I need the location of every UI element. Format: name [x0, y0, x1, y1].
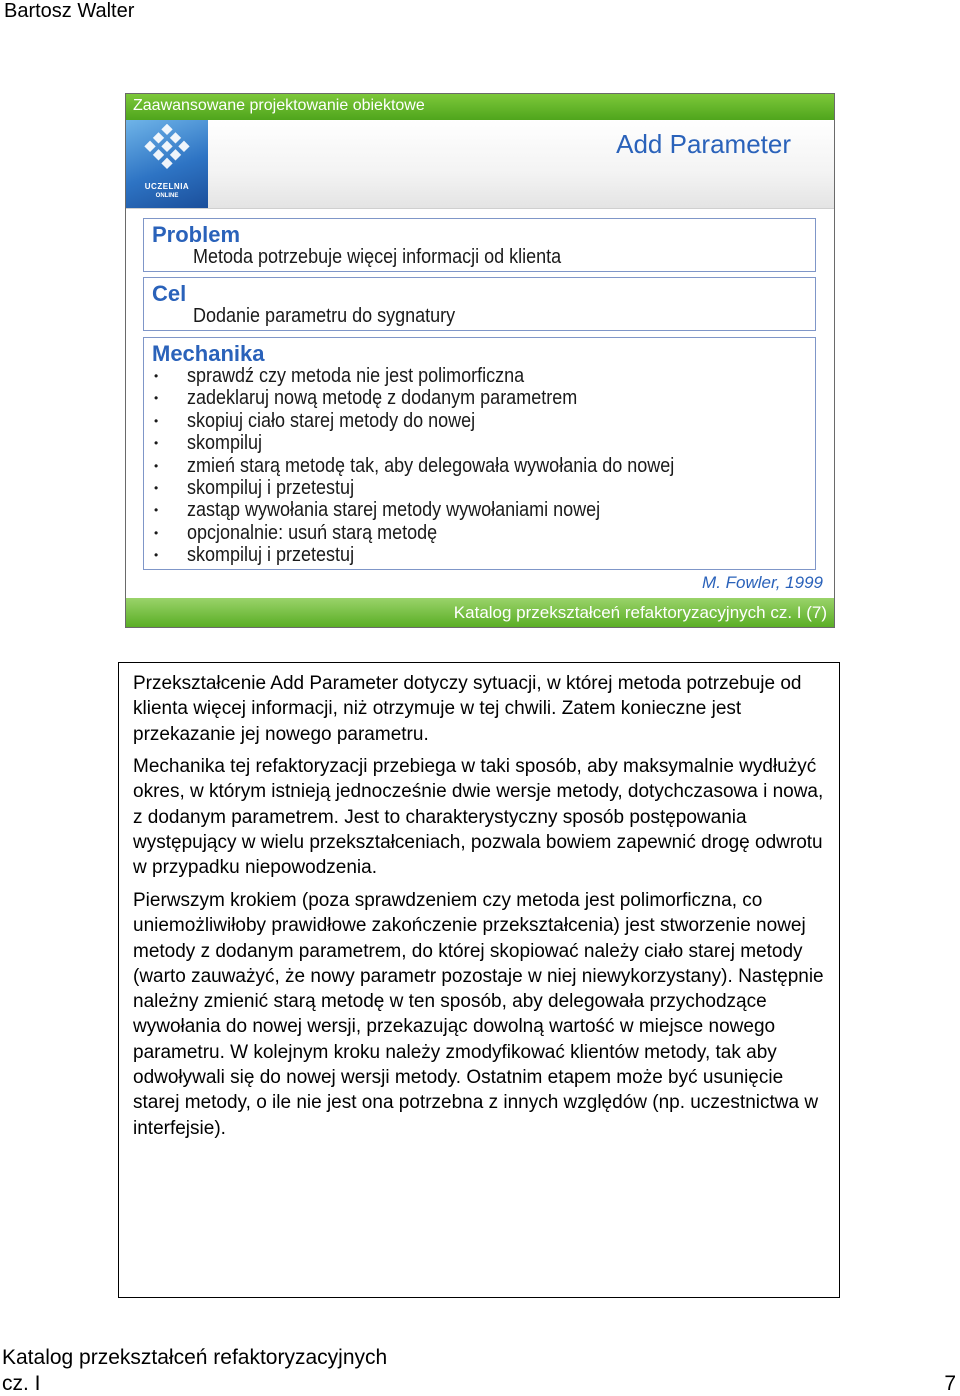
- list-item-text: zmień starą metodę tak, aby delegowała wywołania do nowej: [187, 454, 675, 477]
- list-item-text: skopiuj ciało starej metody do nowej: [187, 409, 476, 432]
- slide-footer-bar: [126, 598, 834, 627]
- slide-banner: [126, 120, 834, 209]
- bullet-icon: •: [154, 458, 159, 473]
- list-item-text: zadeklaruj nową metodę z dodanym parametrem: [187, 387, 578, 410]
- goal-box: [143, 277, 816, 331]
- slide-footer-text: Katalog przekształceń refaktoryzacyjnych cz. I (7): [453, 603, 827, 622]
- notes-paragraph: Mechanika tej refaktoryzacji przebiega w taki sposób, aby maksymalnie wydłużyć okres, w którym istnieją jednocześnie dwie wersje metody, dotychczasowa i nowa, z dodanym parametrem. Jest to charakterystyczny sposób postępowania występujący w wielu przekształceniach, pozwala bowiem zapewnić drogę odwrotu w przypadku niepowodzenia.: [133, 756, 824, 879]
- mechanics-box: [143, 337, 816, 570]
- list-item-text: skompiluj i przetestuj: [187, 544, 355, 567]
- list-item-text: skompiluj i przetestuj: [187, 476, 355, 499]
- slide-course-title: Zaawansowane projektowanie obiektowe: [133, 97, 425, 114]
- bullet-icon: •: [154, 436, 159, 451]
- notes-paragraph: Pierwszym krokiem (poza sprawdzeniem czy metoda jest polimorficzna, co uniemożliwiłoby prawidłowe zakończenie przekształcenia) jest stworzenie nowej metody z dodanym parametrem, do której skopiować należy ciało starej metody (warto zauważyć, że nowy parametr pozostaje w niej niewykorzystany). Następnie należny zmienić starą metodę w ten sposób, aby delegowała przychodzące wywołania do nowej wersji, przekazując dowolną wartość w miejsce nowego parametru. W kolejnym kroku należy zmodyfikować klientów metody, tak aby odwoływali się do nowej wersji metody. Ostatnim etapem może być usunięcie starej metody, o ile nie jest ona potrzebna z innych względów (np. uczestnictwa w interfejsie).: [133, 890, 824, 1139]
- logo-text-line1: UCZELNIA: [144, 182, 190, 191]
- problem-heading: Problem: [152, 222, 241, 247]
- bullet-icon: •: [154, 548, 159, 563]
- problem-box: [143, 218, 816, 272]
- bullet-icon: •: [154, 480, 159, 495]
- logo-grid-icon: [139, 124, 195, 180]
- bullet-icon: •: [154, 369, 159, 383]
- problem-text: Metoda potrzebuje więcej informacji od klienta: [193, 246, 562, 268]
- lecture-notes: [118, 662, 840, 1298]
- slide-title: Add Parameter: [616, 129, 791, 159]
- page-footer-part: cz. I: [2, 1372, 41, 1395]
- goal-text: Dodanie parametru do sygnatury: [193, 305, 456, 327]
- page-footer-title: Katalog przekształceń refaktoryzacyjnych: [2, 1346, 388, 1369]
- bullet-icon: •: [154, 525, 159, 540]
- page-header-author: Bartosz Walter: [4, 0, 135, 22]
- logo-text-line2: ONLINE: [155, 193, 179, 199]
- bullet-icon: •: [154, 391, 159, 406]
- bullet-icon: •: [154, 503, 159, 518]
- uczelnia-online-logo: [126, 120, 208, 208]
- mechanics-heading: Mechanika: [152, 341, 265, 366]
- list-item-text: sprawdź czy metoda nie jest polimorficzna: [187, 365, 525, 387]
- list-item-text: skompiluj: [187, 432, 263, 455]
- citation: M. Fowler, 1999: [702, 573, 823, 592]
- slide-top-bar: [126, 94, 834, 120]
- goal-heading: Cel: [152, 281, 187, 306]
- page-number: 7: [944, 1372, 956, 1395]
- list-item-text: zastąp wywołania starej metody wywołaniami nowej: [187, 499, 601, 522]
- slide: [125, 93, 835, 628]
- list-item-text: opcjonalnie: usuń starą metodę: [187, 521, 438, 544]
- bullet-icon: •: [154, 413, 159, 428]
- notes-paragraph: Przekształcenie Add Parameter dotyczy sytuacji, w której metoda potrzebuje od klienta więcej informacji, niż otrzymuje w tej chwili. Zatem konieczne jest przekazanie jej nowego parametru.: [133, 673, 802, 745]
